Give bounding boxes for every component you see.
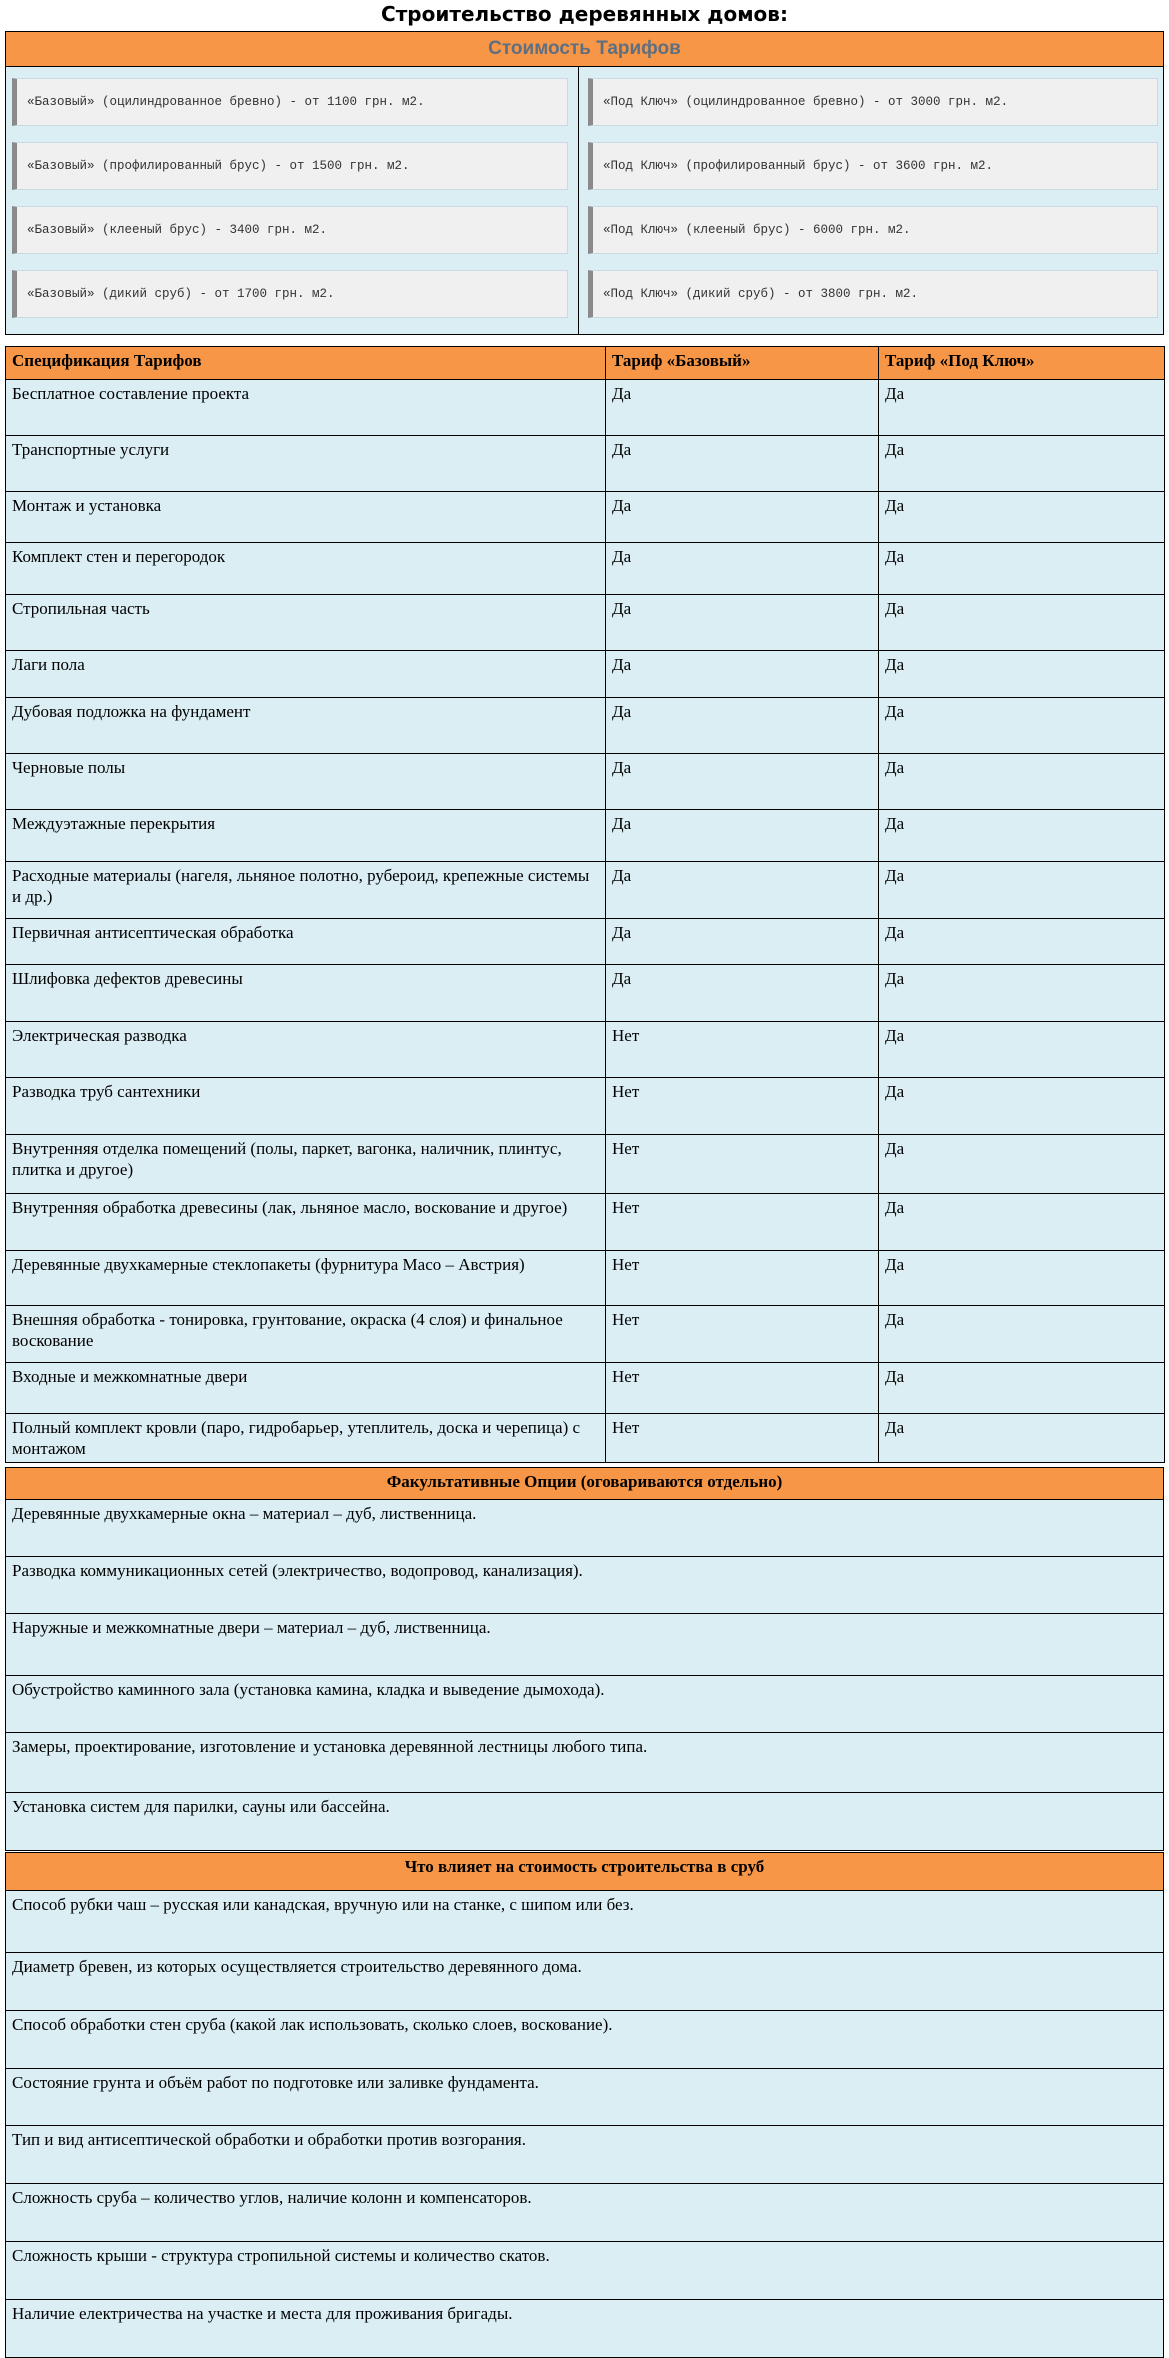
spec-basic-value: Да: [606, 810, 879, 862]
option-item: Установка систем для парилки, сауны или бассейна.: [6, 1793, 1164, 1851]
pricing-heading: Стоимость Тарифов: [6, 32, 1163, 67]
table-row: [6, 862, 1165, 919]
table-row: [6, 1306, 1165, 1363]
spec-feature: Бесплатное составление проекта: [6, 380, 606, 436]
spec-turnkey-value: Да: [879, 1306, 1165, 1363]
spec-basic-value: Нет: [606, 1135, 879, 1194]
factor-item: Сложность крыши - структура стропильной системы и количество скатов.: [6, 2242, 1164, 2300]
factors-table: [5, 1852, 1164, 2358]
table-row: [6, 436, 1165, 492]
spec-turnkey-value: Да: [879, 1251, 1165, 1306]
spec-turnkey-value: Да: [879, 965, 1165, 1022]
factor-item: Способ обработки стен сруба (какой лак использовать, сколько слоев, воскование).: [6, 2011, 1164, 2069]
spec-basic-value: Нет: [606, 1414, 879, 1463]
table-row: [6, 2242, 1164, 2300]
table-row: [6, 2184, 1164, 2242]
option-item: Обустройство каминного зала (установка камина, кладка и выведение дымохода).: [6, 1676, 1164, 1733]
spec-feature: Транспортные услуги: [6, 436, 606, 492]
spec-turnkey-value: Да: [879, 1363, 1165, 1414]
price-basic-profiled: «Базовый» (профилированный брус) - от 1500 грн. м2.: [12, 142, 568, 190]
table-row: [6, 1414, 1165, 1463]
spec-basic-value: Да: [606, 754, 879, 810]
option-item: Деревянные двухкамерные окна – материал – дуб, лиственница.: [6, 1500, 1164, 1557]
spec-basic-value: Да: [606, 965, 879, 1022]
factor-item: Диаметр бревен, из которых осуществляется строительство деревянного дома.: [6, 1953, 1164, 2011]
table-row: [6, 651, 1165, 698]
spec-turnkey-value: Да: [879, 1194, 1165, 1251]
spec-feature: Разводка труб сантехники: [6, 1078, 606, 1135]
spec-turnkey-value: Да: [879, 436, 1165, 492]
spec-basic-value: Нет: [606, 1194, 879, 1251]
spec-turnkey-value: Да: [879, 1078, 1165, 1135]
spec-header-basic: Тариф «Базовый»: [606, 347, 879, 380]
spec-turnkey-value: Да: [879, 1414, 1165, 1463]
table-row: [6, 2300, 1164, 2358]
spec-turnkey-value: Да: [879, 862, 1165, 919]
price-basic-glued: «Базовый» (клееный брус) - 3400 грн. м2.: [12, 206, 568, 254]
spec-feature: Внутренняя обработка древесины (лак, льняное масло, воскование и другое): [6, 1194, 606, 1251]
spec-turnkey-value: Да: [879, 651, 1165, 698]
table-row: [6, 543, 1165, 595]
spec-basic-value: Нет: [606, 1022, 879, 1078]
table-row: [6, 1793, 1164, 1851]
spec-feature: Расходные материалы (нагеля, льняное полотно, рубероид, крепежные системы и др.): [6, 862, 606, 919]
spec-basic-value: Да: [606, 862, 879, 919]
spec-turnkey-value: Да: [879, 1135, 1165, 1194]
spec-feature: Дубовая подложка на фундамент: [6, 698, 606, 754]
spec-basic-value: Нет: [606, 1251, 879, 1306]
factor-item: Состояние грунта и объём работ по подготовке или заливке фундамента.: [6, 2069, 1164, 2126]
table-row: [6, 754, 1165, 810]
table-row: [6, 1953, 1164, 2011]
spec-header-turnkey: Тариф «Под Ключ»: [879, 347, 1165, 380]
table-row: [6, 810, 1165, 862]
spec-table: [5, 346, 1165, 1463]
spec-basic-value: Да: [606, 492, 879, 543]
spec-basic-value: Да: [606, 543, 879, 595]
table-row: [6, 1676, 1164, 1733]
table-row: [6, 1557, 1164, 1614]
spec-turnkey-value: Да: [879, 380, 1165, 436]
spec-basic-value: Нет: [606, 1078, 879, 1135]
spec-feature: Шлифовка дефектов древесины: [6, 965, 606, 1022]
price-basic-log: «Базовый» (оцилиндрованное бревно) - от 1100 грн. м2.: [12, 78, 568, 126]
price-turnkey-wild: «Под Ключ» (дикий сруб) - от 3800 грн. м2.: [588, 270, 1158, 318]
price-turnkey-profiled: «Под Ключ» (профилированный брус) - от 3600 грн. м2.: [588, 142, 1158, 190]
spec-feature: Электрическая разводка: [6, 1022, 606, 1078]
spec-feature: Полный комплект кровли (паро, гидробарьер, утеплитель, доска и черепица) с монтажом: [6, 1414, 606, 1463]
spec-basic-value: Да: [606, 595, 879, 651]
spec-feature: Междуэтажные перекрытия: [6, 810, 606, 862]
spec-feature: Лаги пола: [6, 651, 606, 698]
spec-feature: Стропильная часть: [6, 595, 606, 651]
factor-item: Наличие електричества на участке и места для проживания бригады.: [6, 2300, 1164, 2358]
options-heading: Факультативные Опции (оговариваются отдельно): [6, 1468, 1164, 1500]
factor-item: Способ рубки чаш – русская или канадская, вручную или на станке, с шипом или без.: [6, 1891, 1164, 1953]
table-row: [6, 1135, 1165, 1194]
option-item: Замеры, проектирование, изготовление и установка деревянной лестницы любого типа.: [6, 1733, 1164, 1793]
spec-turnkey-value: Да: [879, 543, 1165, 595]
factor-item: Сложность сруба – количество углов, наличие колонн и компенсаторов.: [6, 2184, 1164, 2242]
spec-turnkey-value: Да: [879, 595, 1165, 651]
table-row: [6, 1022, 1165, 1078]
table-row: [6, 492, 1165, 543]
table-row: [6, 595, 1165, 651]
price-turnkey-glued: «Под Ключ» (клееный брус) - 6000 грн. м2.: [588, 206, 1158, 254]
table-row: [6, 1891, 1164, 1953]
table-row: [6, 1194, 1165, 1251]
spec-feature: Деревянные двухкамерные стеклопакеты (фурнитура Maco – Австрия): [6, 1251, 606, 1306]
spec-turnkey-value: Да: [879, 810, 1165, 862]
price-basic-wild: «Базовый» (дикий сруб) - от 1700 грн. м2.: [12, 270, 568, 318]
table-row: [6, 2011, 1164, 2069]
spec-basic-value: Да: [606, 919, 879, 965]
spec-turnkey-value: Да: [879, 698, 1165, 754]
options-table: [5, 1467, 1164, 1851]
pricing-panel: [5, 31, 1164, 335]
pricing-body: [6, 67, 1163, 334]
table-row: [6, 919, 1165, 965]
spec-feature: Монтаж и установка: [6, 492, 606, 543]
factor-item: Тип и вид антисептической обработки и обработки против возгорания.: [6, 2126, 1164, 2184]
spec-feature: Внешняя обработка - тонировка, грунтование, окраска (4 слоя) и финальное воскование: [6, 1306, 606, 1363]
spec-turnkey-value: Да: [879, 754, 1165, 810]
spec-feature: Черновые полы: [6, 754, 606, 810]
spec-basic-value: Нет: [606, 1306, 879, 1363]
table-row: [6, 1614, 1164, 1676]
pricing-divider: [578, 67, 579, 334]
table-row: [6, 698, 1165, 754]
spec-feature: Комплект стен и перегородок: [6, 543, 606, 595]
spec-turnkey-value: Да: [879, 1022, 1165, 1078]
table-row: [6, 2126, 1164, 2184]
option-item: Разводка коммуникационных сетей (электричество, водопровод, канализация).: [6, 1557, 1164, 1614]
table-row: [6, 380, 1165, 436]
spec-turnkey-value: Да: [879, 919, 1165, 965]
table-row: [6, 965, 1165, 1022]
page-title: Строительство деревянных домов:: [381, 2, 788, 26]
spec-feature: Первичная антисептическая обработка: [6, 919, 606, 965]
spec-basic-value: Да: [606, 380, 879, 436]
table-row: [6, 1078, 1165, 1135]
spec-basic-value: Да: [606, 436, 879, 492]
spec-feature: Внутренняя отделка помещений (полы, паркет, вагонка, наличник, плинтус, плитка и другое): [6, 1135, 606, 1194]
factors-heading: Что влияет на стоимость строительства в сруб: [6, 1853, 1164, 1891]
spec-header-name: Спецификация Тарифов: [6, 347, 606, 380]
table-row: [6, 1733, 1164, 1793]
spec-basic-value: Да: [606, 698, 879, 754]
table-row: [6, 1363, 1165, 1414]
table-row: [6, 1251, 1165, 1306]
spec-basic-value: Нет: [606, 1363, 879, 1414]
spec-turnkey-value: Да: [879, 492, 1165, 543]
option-item: Наружные и межкомнатные двери – материал – дуб, лиственница.: [6, 1614, 1164, 1676]
spec-basic-value: Да: [606, 651, 879, 698]
table-row: [6, 2069, 1164, 2126]
price-turnkey-log: «Под Ключ» (оцилиндрованное бревно) - от 3000 грн. м2.: [588, 78, 1158, 126]
table-row: [6, 1500, 1164, 1557]
spec-feature: Входные и межкомнатные двери: [6, 1363, 606, 1414]
